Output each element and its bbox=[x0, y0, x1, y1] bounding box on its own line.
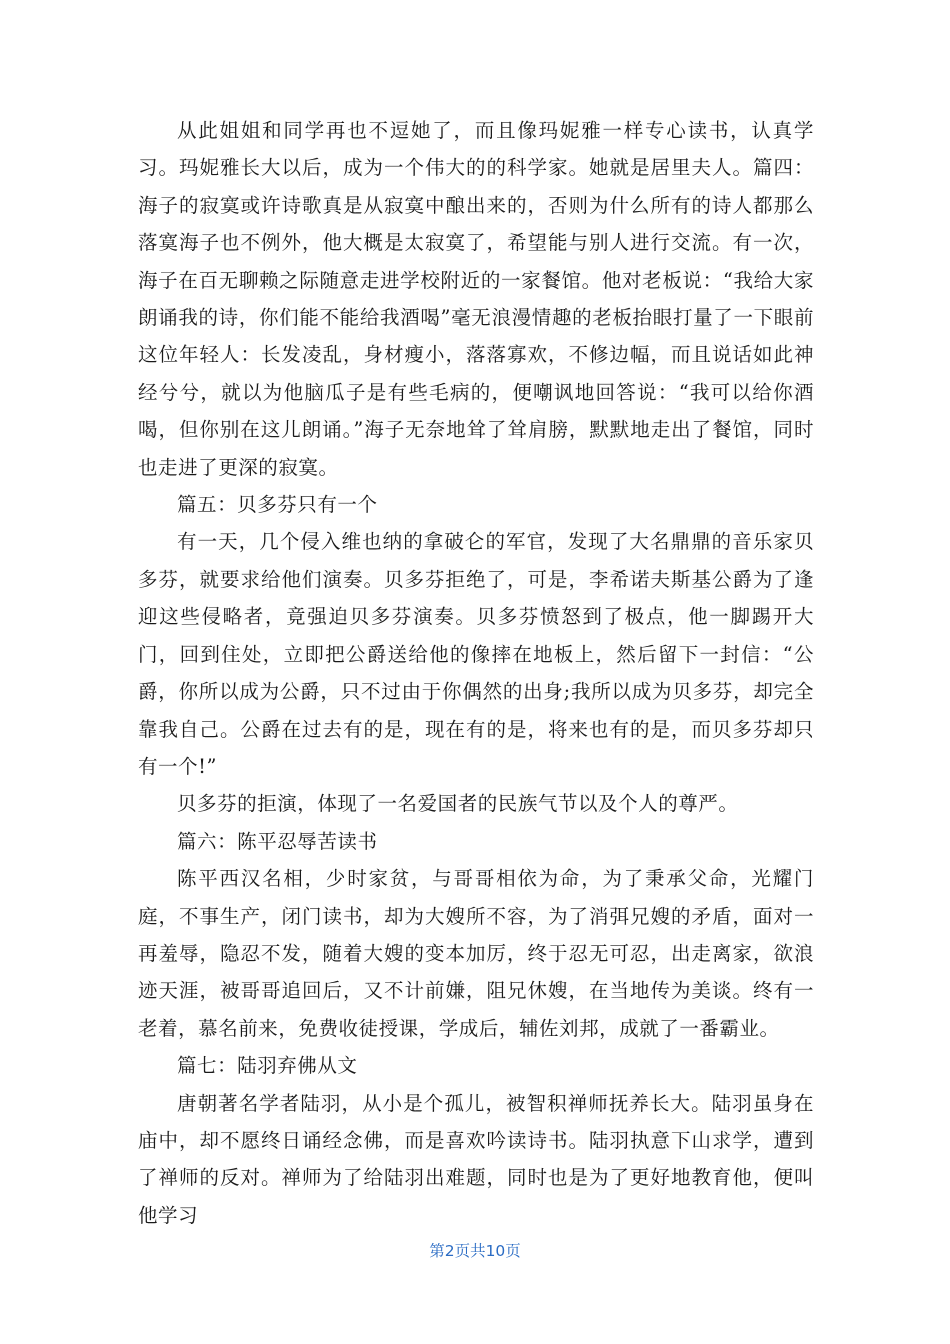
paragraph-chenping: 陈平西汉名相，少时家贫，与哥哥相依为命，为了秉承父命，光耀门庭，不事生产，闭门读书，却为大嫂所不容，为了消弭兄嫂的矛盾，面对一再羞辱，隐忍不发，随着大嫂的变本加厉，终于忍无可忍，出走离家，欲浪迹天涯，被哥哥追回后，又不计前嫌，阻兄休嫂，在当地传为美谈。终有一老着，慕名前来，免费收徒授课，学成后，辅佐刘邦，成就了一番霸业。 bbox=[138, 867, 814, 1040]
document-body bbox=[138, 112, 814, 1234]
paragraph-haizi: 从此姐姐和同学再也不逗她了，而且像玛妮雅一样专心读书，认真学习。玛妮雅长大以后，成为一个伟大的的科学家。她就是居里夫人。篇四：海子的寂寞或许诗歌真是从寂寞中酿出来的，否则为什么所有的诗人都那么落寞海子也不例外，他大概是太寂寞了，希望能与别人进行交流。有一次，海子在百无聊赖之际随意走进学校附近的一家餐馆。他对老板说：“我给大家朗诵我的诗，你们能不能给我酒喝”毫无浪漫情趣的老板抬眼打量了一下眼前这位年轻人：长发凌乱，身材瘦小，落落寡欢，不修边幅，而且说话如此神经兮兮，就以为他脑瓜子是有些毛病的，便嘲讽地回答说：“我可以给你酒喝，但你别在这儿朗诵。”海子无奈地耸了耸肩膀，默默地走出了餐馆，同时也走进了更深的寂寞。 bbox=[138, 119, 814, 479]
section-heading-chenping: 篇六：陈平忍辱苦读书 bbox=[177, 829, 378, 853]
paragraph-luyu: 唐朝著名学者陆羽，从小是个孤儿，被智积禅师抚养长大。陆羽虽身在庙中，却不愿终日诵经念佛，而是喜欢吟读诗书。陆羽执意下山求学，遭到了禅师的反对。禅师为了给陆羽出难题，同时也是为了更好地教育他，便叫他学习 bbox=[138, 1091, 814, 1227]
section-heading-luyu: 篇七：陆羽弃佛从文 bbox=[177, 1054, 358, 1078]
section-heading-beethoven: 篇五：贝多芬只有一个 bbox=[177, 493, 378, 517]
page-number-footer: 第2页共10页 bbox=[429, 1242, 521, 1260]
paragraph-beethoven-summary: 贝多芬的拒演，体现了一名爱国者的民族气节以及个人的尊严。 bbox=[177, 792, 739, 816]
paragraph-beethoven: 有一天，几个侵入维也纳的拿破仑的军官，发现了大名鼎鼎的音乐家贝多芬，就要求给他们演奏。贝多芬拒绝了，可是，李希诺夫斯基公爵为了逢迎这些侵略者，竟强迫贝多芬演奏。贝多芬愤怒到了极点，他一脚踢开大门，回到住处，立即把公爵送给他的像摔在地板上，然后留下一封信：“公爵，你所以成为公爵，只不过由于你偶然的出身;我所以成为贝多芬，却完全靠我自己。公爵在过去有的是，现在有的是，将来也有的是，而贝多芬却只有一个!” bbox=[138, 530, 814, 778]
